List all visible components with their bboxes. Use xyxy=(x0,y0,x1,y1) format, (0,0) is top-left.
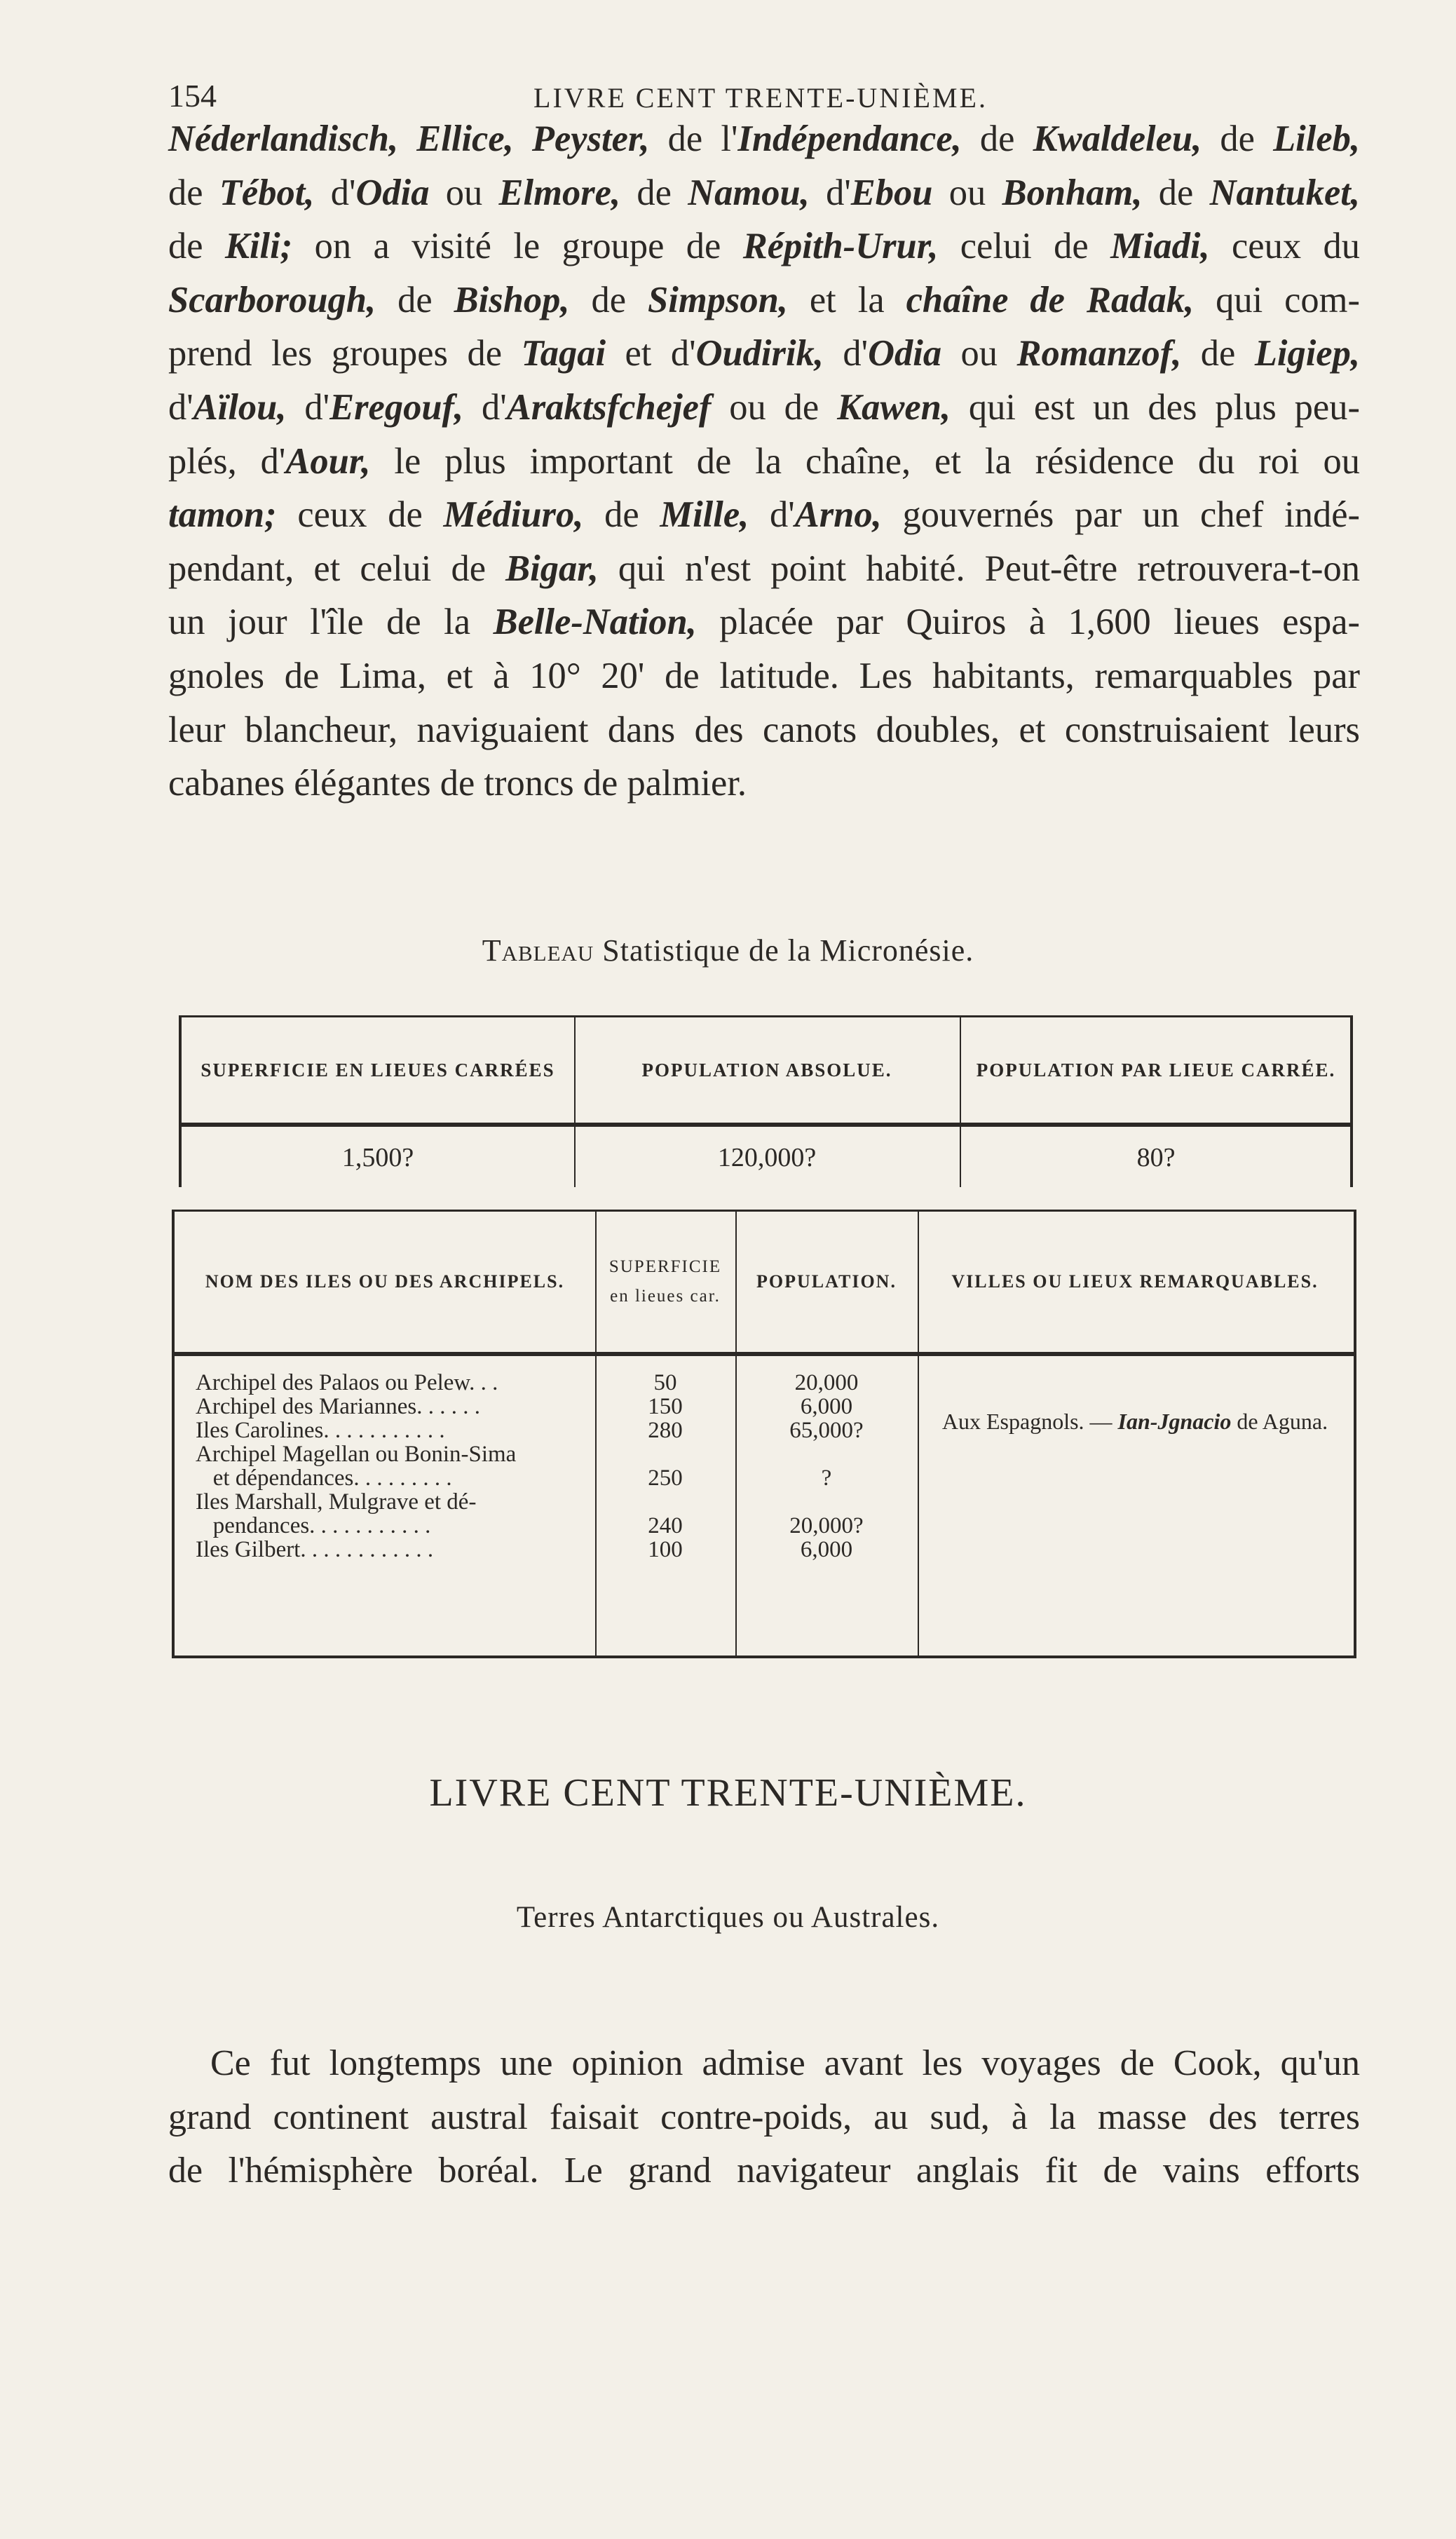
text-line xyxy=(168,166,1360,220)
text-line xyxy=(168,757,1360,811)
text-run: et la xyxy=(787,279,906,320)
text-line xyxy=(168,381,1360,435)
text-run: qui n'est point habité. Peut-être retrouvera-t-on xyxy=(598,548,1360,589)
text-run: un jour l'île de la xyxy=(168,602,494,643)
text-run: ceux de xyxy=(276,494,444,536)
running-title: LIVRE CENT TRENTE-UNIÈME. xyxy=(533,82,988,114)
cell-name: et dépendances. . . . . . . . . xyxy=(196,1465,452,1491)
places-town: Ian-Jgnacio xyxy=(1117,1409,1232,1434)
text-line xyxy=(168,273,1360,327)
text-run: qui est un des plus peu- xyxy=(950,386,1360,428)
cell-population: 6,000 xyxy=(800,1394,853,1419)
text-run: d' xyxy=(314,172,356,213)
text-run: de xyxy=(1142,172,1210,213)
proper-name: Indépendance, xyxy=(737,119,962,159)
proper-name: Araktsfchejef xyxy=(506,386,712,428)
proper-name: Mille, xyxy=(660,494,749,536)
cell-name: Iles Carolines. . . . . . . . . . . xyxy=(196,1418,445,1443)
proper-name: Ebou xyxy=(850,172,933,213)
table-caption xyxy=(0,933,1456,968)
summary-header-density: POPULATION PAR LIEUE CARRÉE. xyxy=(976,1059,1336,1081)
text-line xyxy=(168,649,1360,703)
proper-name: chaîne de Radak, xyxy=(906,279,1195,320)
text-run: cabanes élégantes de troncs de palmier. xyxy=(168,763,747,804)
cell-area: 280 xyxy=(648,1418,683,1443)
proper-name: Bonham, xyxy=(1002,172,1143,213)
cell-area: 250 xyxy=(648,1465,683,1491)
cell-area: 50 xyxy=(653,1370,677,1395)
proper-name: Miadi, xyxy=(1110,226,1210,267)
cell-area: 100 xyxy=(648,1537,683,1562)
text-run: d' xyxy=(809,172,851,213)
text-run: ou xyxy=(429,172,499,213)
proper-name: Aïlou, xyxy=(193,386,287,428)
text-line: de l'hémisphère boréal. Le grand navigateur anglais fit de vains efforts xyxy=(168,2151,1360,2191)
text-line xyxy=(168,112,1360,166)
text-run: de xyxy=(168,172,219,213)
proper-name: Oudirik, xyxy=(695,333,824,374)
text-run: de xyxy=(1202,119,1274,159)
proper-name: Répith-Urur, xyxy=(742,226,939,267)
text-line xyxy=(168,488,1360,542)
proper-name: Kili; xyxy=(224,226,293,267)
summary-header-rule xyxy=(182,1123,1350,1127)
text-line xyxy=(168,327,1360,381)
places-suffix: de Aguna. xyxy=(1231,1409,1328,1434)
proper-name: Romanzof, xyxy=(1016,333,1182,374)
proper-name: Belle-Nation, xyxy=(493,602,697,643)
cell-name: Archipel Magellan ou Bonin-Sima xyxy=(196,1442,517,1467)
cell-name: Archipel des Mariannes. . . . . . xyxy=(196,1394,480,1419)
text-run: de xyxy=(376,279,454,320)
cell-population: 65,000? xyxy=(789,1418,864,1443)
proper-name: Lileb, xyxy=(1273,119,1360,159)
detail-header-area-line1: SUPERFICIE xyxy=(608,1257,722,1276)
text-run: de xyxy=(961,119,1033,159)
cell-population: ? xyxy=(821,1465,832,1491)
summary-value-area: 1,500? xyxy=(341,1143,414,1172)
proper-name: Nantuket, xyxy=(1209,172,1360,213)
cell-name: Iles Gilbert. . . . . . . . . . . . xyxy=(196,1537,434,1562)
text-run: d' xyxy=(286,386,330,428)
text-run: de xyxy=(168,226,225,267)
proper-name: Elmore, xyxy=(498,172,621,213)
text-line xyxy=(168,435,1360,489)
text-line: grand continent austral faisait contre-poids, au sud, à la masse des terres xyxy=(168,2097,1360,2137)
places-prefix: Aux Espagnols. — xyxy=(941,1409,1118,1434)
detail-header-name: NOM DES ILES OU DES ARCHIPELS. xyxy=(205,1271,565,1292)
text-run: de xyxy=(1181,333,1255,374)
text-run: placée par Quiros à 1,600 lieues espa- xyxy=(696,602,1360,643)
proper-name: Simpson, xyxy=(648,279,788,320)
text-run: le plus important de la chaîne, et la résidence du roi ou xyxy=(370,440,1360,482)
text-run: pendant, et celui de xyxy=(168,548,506,589)
text-run: gnoles de Lima, et à 10° 20' de latitude. Les habitants, remarquables par xyxy=(168,655,1360,696)
cell-population: 6,000 xyxy=(800,1537,853,1562)
paragraph-micronesia xyxy=(168,112,1360,811)
detail-header-population: POPULATION. xyxy=(756,1271,897,1292)
text-run: celui de xyxy=(938,226,1111,267)
cell-population: 20,000 xyxy=(794,1370,859,1395)
summary-header-area: SUPERFICIE EN LIEUES CARRÉES xyxy=(200,1059,555,1081)
text-run: leur blancheur, naviguaient dans des canots doubles, et construisaient leurs xyxy=(168,709,1360,750)
summary-table xyxy=(179,1015,1353,1187)
page-number: 154 xyxy=(168,78,217,114)
text-run: d' xyxy=(168,386,193,428)
proper-name: Scarborough, xyxy=(168,279,376,320)
text-line xyxy=(168,595,1360,649)
text-line xyxy=(168,542,1360,596)
proper-name: Médiuro, xyxy=(443,494,584,536)
detail-header-area-line2: en lieues car. xyxy=(610,1287,721,1306)
text-run: d' xyxy=(749,494,795,536)
detail-table-header xyxy=(175,1212,1354,1352)
proper-name: Kawen, xyxy=(837,386,951,428)
proper-name: Aour, xyxy=(285,440,371,482)
text-line: Ce fut longtemps une opinion admise avant les voyages de Cook, qu'un xyxy=(210,2043,1360,2083)
summary-table-header xyxy=(182,1017,1350,1123)
text-run: ou xyxy=(932,172,1002,213)
paragraph-antarctic xyxy=(168,2037,1360,2198)
detail-header-places: VILLES OU LIEUX REMARQUABLES. xyxy=(951,1271,1319,1292)
proper-name: Odia xyxy=(355,172,430,213)
text-run: de xyxy=(620,172,688,213)
text-run: prend les groupes de xyxy=(168,333,522,374)
proper-name: Namou, xyxy=(688,172,810,213)
text-run: qui com- xyxy=(1194,279,1360,320)
text-run: de l' xyxy=(649,119,738,159)
detail-places-note xyxy=(925,1409,1345,1433)
summary-value-density: 80? xyxy=(1136,1143,1176,1172)
summary-table-values xyxy=(182,1133,1350,1182)
proper-name: Néderlandisch, Ellice, Peyster, xyxy=(168,119,650,159)
text-line xyxy=(168,703,1360,757)
text-line xyxy=(168,219,1360,273)
cell-name: Iles Marshall, Mulgrave et dé- xyxy=(196,1489,477,1515)
table-caption-text: Statistique de la Micronésie. xyxy=(594,933,974,968)
proper-name: Ligiep, xyxy=(1254,333,1360,374)
summary-value-population: 120,000? xyxy=(717,1143,817,1172)
cell-name: Archipel des Palaos ou Pelew. . . xyxy=(196,1370,498,1395)
detail-header-area xyxy=(595,1212,735,1352)
text-run: de xyxy=(569,279,648,320)
cell-area: 150 xyxy=(648,1394,683,1419)
proper-name: tamon; xyxy=(168,494,277,536)
proper-name: Kwaldeleu, xyxy=(1033,119,1202,159)
detail-table xyxy=(172,1210,1356,1658)
proper-name: Tagai xyxy=(521,333,606,374)
table-caption-prefix: Tableau xyxy=(482,933,594,968)
text-run: plés, d' xyxy=(168,440,286,482)
chapter-subtitle: Terres Antarctiques ou Australes. xyxy=(516,1901,940,1934)
text-run: d' xyxy=(463,386,507,428)
text-run: ou de xyxy=(711,386,838,428)
text-run: ceux du xyxy=(1209,226,1360,267)
summary-header-population: POPULATION ABSOLUE. xyxy=(641,1059,892,1081)
detail-header-rule xyxy=(175,1352,1354,1356)
proper-name: Arno, xyxy=(794,494,882,536)
cell-area: 240 xyxy=(648,1513,683,1538)
text-run: gouvernés par un chef indé- xyxy=(881,494,1361,536)
cell-name: pendances. . . . . . . . . . . xyxy=(196,1513,431,1538)
text-run: et d' xyxy=(606,333,696,374)
text-run: de xyxy=(583,494,660,536)
proper-name: Bigar, xyxy=(505,548,599,589)
text-run: ou xyxy=(941,333,1017,374)
proper-name: Odia xyxy=(868,333,942,374)
text-run: on a visité le groupe de xyxy=(292,226,743,267)
proper-name: Tébot, xyxy=(219,172,315,213)
proper-name: Eregouf, xyxy=(329,386,464,428)
text-run: d' xyxy=(823,333,869,374)
proper-name: Bishop, xyxy=(454,279,570,320)
cell-population: 20,000? xyxy=(789,1513,864,1538)
chapter-title: LIVRE CENT TRENTE-UNIÈME. xyxy=(429,1771,1027,1815)
